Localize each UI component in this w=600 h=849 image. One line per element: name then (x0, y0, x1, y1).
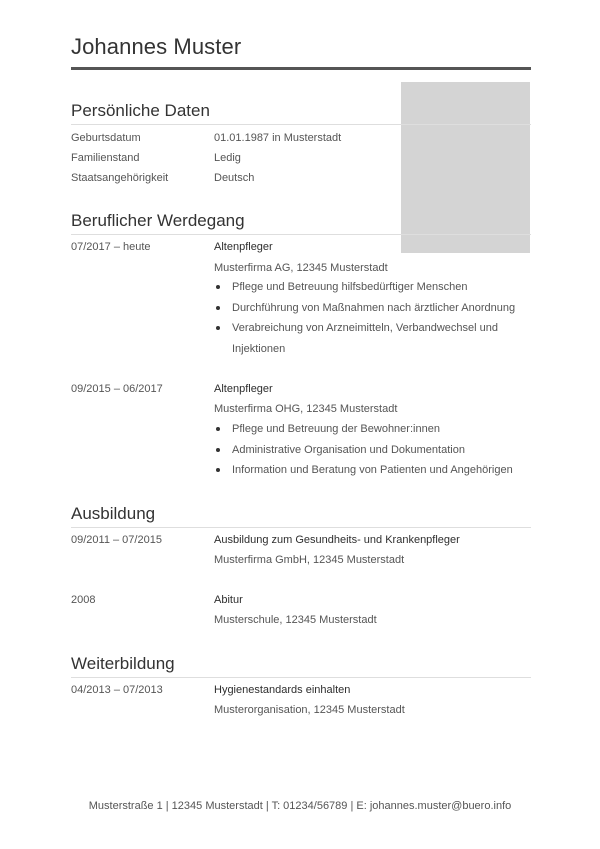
personal-label: Staatsangehörigkeit (71, 172, 169, 184)
training-title: Hygienestandards einhalten (214, 684, 351, 696)
career-bullet-continued: Injektionen (232, 343, 286, 355)
education-title: Ausbildung zum Gesundheits- und Krankenpfleger (214, 534, 460, 546)
career-bullet: Durchführung von Maßnahmen nach ärztlicher Anordnung (232, 302, 516, 314)
bullet-marker (216, 468, 220, 472)
personal-value: Ledig (214, 152, 241, 164)
career-bullet: Pflege und Betreuung der Bewohner:innen (232, 423, 440, 435)
resume-name: Johannes Muster (71, 34, 242, 59)
training-date: 04/2013 – 07/2013 (71, 684, 163, 696)
career-employer: Musterfirma OHG, 12345 Musterstadt (214, 403, 398, 415)
section-title-training: Weiterbildung (71, 654, 175, 673)
bullet-marker (216, 326, 220, 330)
career-position: Altenpfleger (214, 241, 273, 253)
career-bullet: Administrative Organisation und Dokumentation (232, 444, 465, 456)
section-title-personal: Persönliche Daten (71, 101, 210, 120)
header-divider (71, 67, 531, 70)
section-divider (71, 527, 531, 528)
education-date: 09/2011 – 07/2015 (71, 534, 162, 546)
bullet-marker (216, 306, 220, 310)
footer-contact: Musterstraße 1 | 12345 Musterstadt | T: 01234/56789 | E: johannes.muster@buero.info (88, 800, 512, 812)
bullet-marker (216, 285, 220, 289)
personal-value: Deutsch (214, 172, 255, 184)
bullet-marker (216, 427, 220, 431)
career-bullet: Information und Beratung von Patienten und Angehörigen (232, 464, 513, 476)
section-divider (71, 677, 531, 678)
education-date: 2008 (71, 594, 96, 606)
section-title-career: Beruflicher Werdegang (71, 211, 245, 230)
education-title: Abitur (214, 594, 243, 606)
personal-value: 01.01.1987 in Musterstadt (214, 132, 342, 144)
personal-label: Familienstand (71, 152, 140, 164)
section-divider (71, 124, 531, 125)
bullet-marker (216, 448, 220, 452)
career-bullet: Pflege und Betreuung hilfsbedürftiger Menschen (232, 281, 468, 293)
education-institution: Musterschule, 12345 Musterstadt (214, 614, 377, 626)
personal-label: Geburtsdatum (71, 132, 141, 144)
career-employer: Musterfirma AG, 12345 Musterstadt (214, 262, 388, 274)
career-date: 09/2015 – 06/2017 (71, 383, 163, 395)
training-institution: Musterorganisation, 12345 Musterstadt (214, 704, 405, 716)
career-position: Altenpfleger (214, 383, 273, 395)
section-divider (71, 234, 531, 235)
photo-placeholder (401, 82, 530, 253)
career-bullet: Verabreichung von Arzneimitteln, Verbandwechsel und (232, 322, 499, 334)
education-institution: Musterfirma GmbH, 12345 Musterstadt (214, 554, 405, 566)
career-date: 07/2017 – heute (71, 241, 151, 253)
section-title-education: Ausbildung (71, 504, 156, 523)
